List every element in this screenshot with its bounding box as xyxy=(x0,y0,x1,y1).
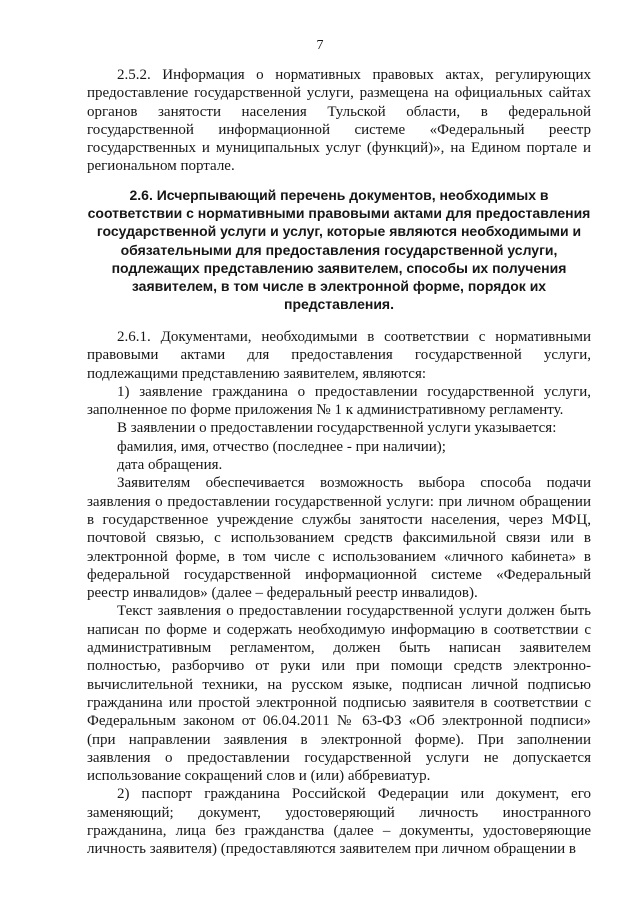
paragraph-2-6-1: 2.6.1. Документами, необходимыми в соответствии с нормативными правовыми актами для предоставления государственной услуги, подлежащими представлению заявителем, являются: xyxy=(87,329,591,382)
paragraph-application-text: Текст заявления о предоставлении государственной услуги должен быть написан по форме и содержать необходимую информацию в соответствии с административным регламентом, должен быть написан заявителем полностью, разборчиво от руки или при помощи средств электронно-вычислительной техники, на русском языке, подписан личной подписью гражданина или простой электронной подписью заявителя в соответствии с Федеральным законом от 06.04.2011 № 63-ФЗ «Об электронной подписи» (при направлении заявления в электронной форме). При заполнении заявления о предоставлении государственной услуги не допускается использование сокращений слов и (или) аббревиатур. xyxy=(87,603,591,785)
list-item-1: 1) заявление гражданина о предоставлении государственной услуги, заполненное по форме приложения № 1 к административному регламенту. xyxy=(87,383,591,419)
page-number: 7 xyxy=(316,38,324,53)
list-item-2: 2) паспорт гражданина Российской Федерации или документ, его заменяющий; документ, удостоверяющий личность иностранного гражданина, лица без гражданства (далее – документы, удостоверяющие личность заявителя) (предоставляются заявителем при личном обращении в xyxy=(87,786,591,858)
statement-intro: В заявлении о предоставлении государственной услуги указывается: xyxy=(117,420,557,437)
statement-field-date: дата обращения. xyxy=(117,457,223,474)
section-2-6-heading: 2.6. Исчерпывающий перечень документов, необходимых в соответствии с нормативными правовыми актами для предоставления государственной услуги и услуг, которые являются необходимыми и обязательными для предоставления государственной услуги, подлежащих представлению заявителем, способы их получения заявителем, в том числе в электронной форме, порядок их представления. xyxy=(87,187,591,313)
section-2-6-1-body xyxy=(87,328,591,859)
statement-field-fio: фамилия, имя, отчество (последнее - при наличии); xyxy=(117,438,446,455)
paragraph-submission-methods: Заявителям обеспечивается возможность выбора способа подачи заявления о предоставлении государственной услуги: при личном обращении в государственное учреждение службы занятости населения, через МФЦ, почтовой связью, с использованием средств факсимильной связи или в электронной форме, в том числе с использованием «личного кабинета» в федеральной государственной информационной системе «Федеральный реестр инвалидов» (далее – федеральный реестр инвалидов). xyxy=(87,475,591,602)
section-2-5-2-paragraph: 2.5.2. Информация о нормативных правовых актах, регулирующих предоставление государственной услуги, размещена на официальных сайтах органов занятости населения Тульской области, в федеральной государственной информационной системе «Федеральный реестр государственных и муниципальных услуг (функций)», на Едином портале и региональном портале. xyxy=(87,67,591,175)
